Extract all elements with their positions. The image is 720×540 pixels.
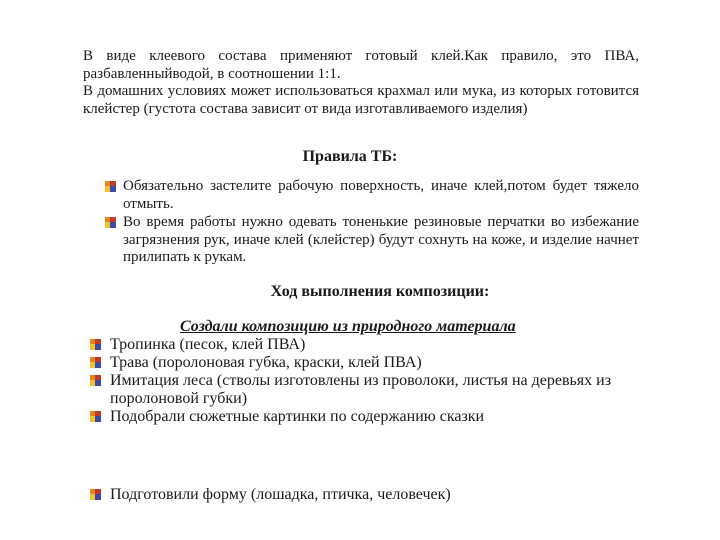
list-item: [90, 354, 650, 372]
step-text: Трава (поролоновая губка, краски, клей ПВА): [110, 354, 422, 371]
safety-item-text: Во время работы нужно одевать тоненькие резиновые перчатки во избежание загрязнения рук, иначе клей (клейстер) будут сохнуть на коже, и изделие начнет прилипать к рукам.: [123, 214, 639, 265]
step-text: Подобрали сюжетные картинки по содержанию сказки: [110, 408, 485, 425]
square-bullet-icon: [90, 339, 101, 350]
last-step-item: [90, 486, 670, 504]
safety-heading: Правила ТБ:: [302, 148, 398, 165]
list-item: [105, 178, 639, 213]
step-text: Имитация леса (стволы изготовлены из проволоки, листья на деревьях из поролоновой губки): [110, 372, 612, 407]
list-item: [90, 336, 650, 354]
square-bullet-icon: [90, 411, 101, 422]
square-bullet-icon: [90, 489, 101, 500]
list-item: [90, 372, 650, 408]
intro-paragraph-1: В виде клеевого состава применяют готовый клей.Как правило, это ПВА, разбавленныйводой, в соотношении 1:1.: [83, 48, 639, 82]
square-bullet-icon: [105, 217, 116, 228]
list-item: [105, 214, 639, 267]
safety-item-text: Обязательно застелите рабочую поверхность, иначе клей,потом будет тяжело отмыть.: [123, 178, 639, 212]
course-subheading: Создали композицию из природного материала: [180, 318, 516, 335]
safety-list: [105, 178, 639, 268]
square-bullet-icon: [90, 357, 101, 368]
list-item: [90, 408, 650, 426]
square-bullet-icon: [105, 181, 116, 192]
square-bullet-icon: [90, 375, 101, 386]
intro-paragraph-2: В домашних условиях может использоваться крахмал или мука, из которых готовится клейстер (густота состава зависит от вида изготавливаемого изделия): [83, 83, 639, 117]
intro-text: [83, 48, 639, 118]
course-heading: Ход выполнения композиции:: [270, 283, 490, 300]
step-text: Подготовили форму (лошадка, птичка, человечек): [110, 486, 451, 503]
steps-list: [90, 336, 650, 426]
step-text: Тропинка (песок, клей ПВА): [110, 336, 306, 353]
